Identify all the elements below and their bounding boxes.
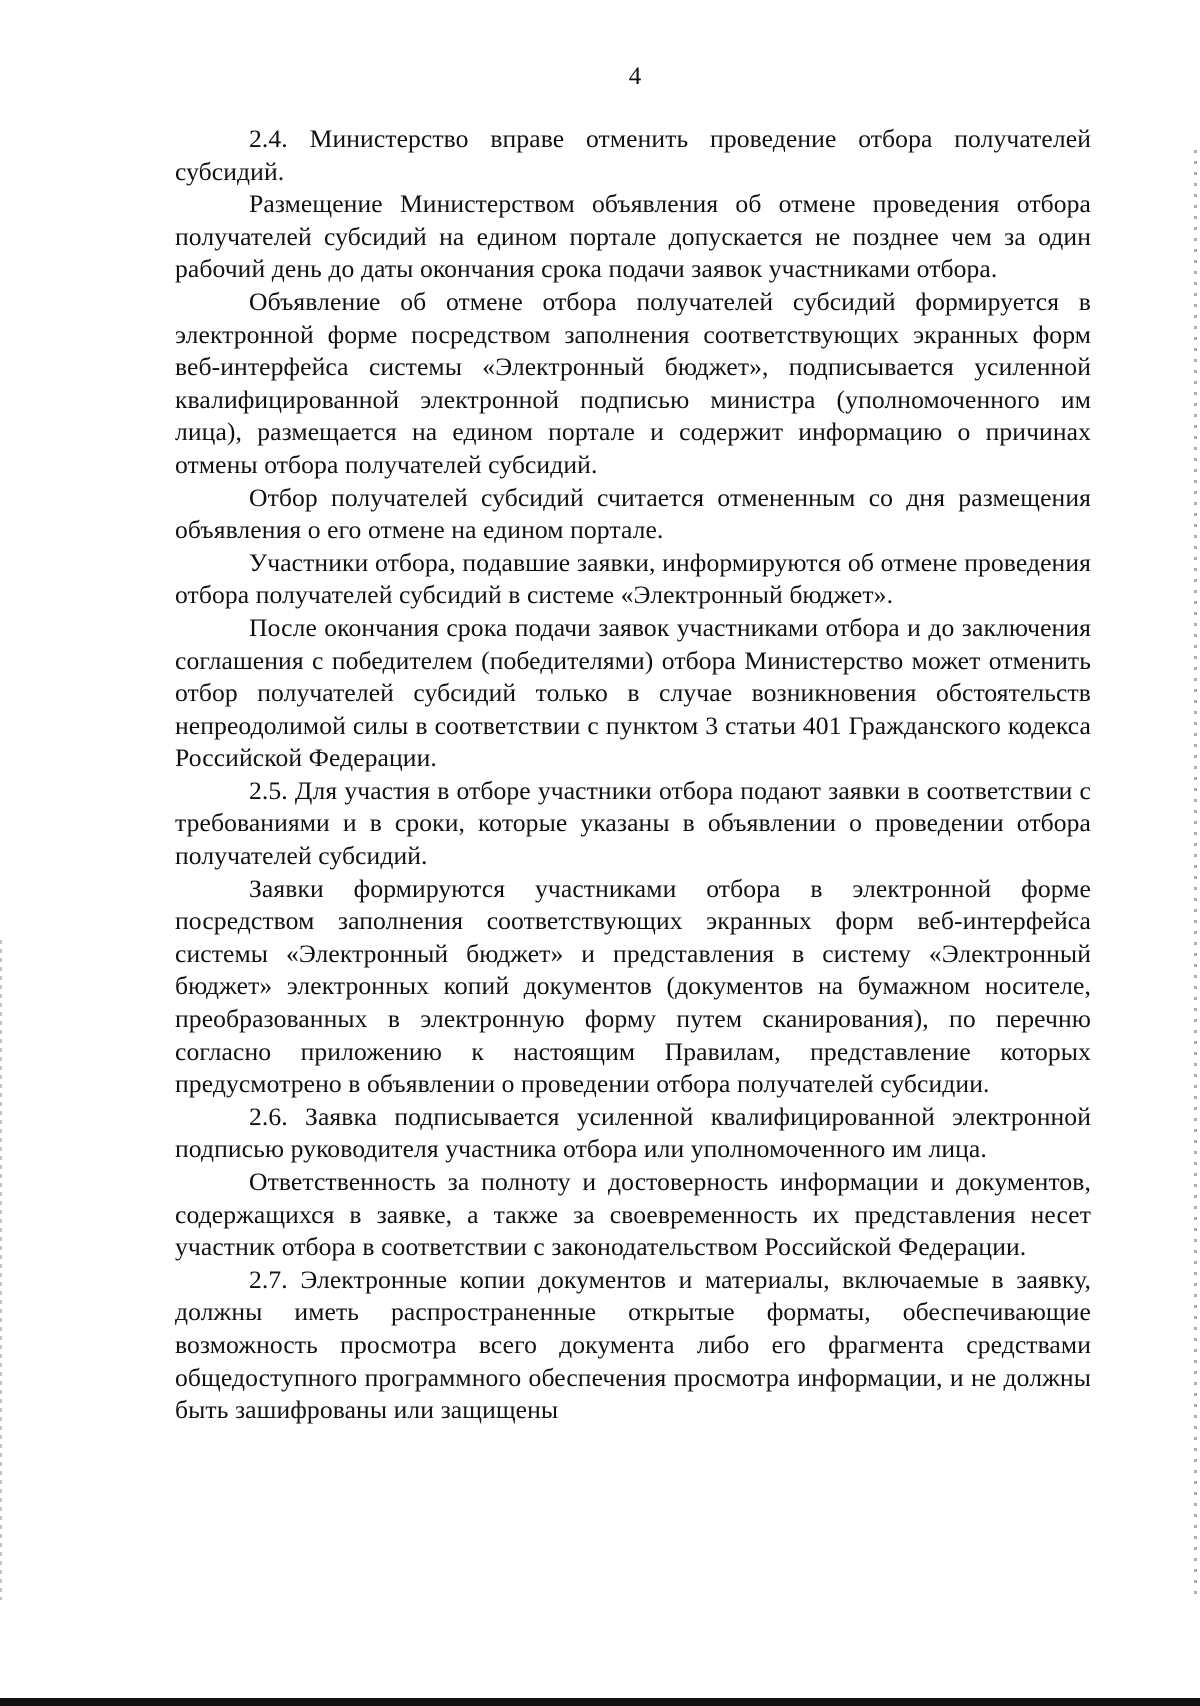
scan-right-edge — [1194, 150, 1197, 1600]
scan-bottom-edge — [0, 1698, 1200, 1706]
paragraph-2-7: 2.7. Электронные копии документов и материалы, включаемые в заявку, должны иметь распространенные открытые форматы, обеспечивающие возможность просмотра всего документа либо его фрагмента средствами общедоступного программного обеспечения просмотра информации, и не должны быть зашифрованы или защищены — [175, 1264, 1091, 1425]
paragraph-2-5: 2.5. Для участия в отборе участники отбора подают заявки в соответствии с требованиями и в сроки, которые указаны в объявлении о проведении отбора получателей субсидий. — [175, 775, 1091, 871]
paragraph-2-6: 2.6. Заявка подписывается усиленной квалифицированной электронной подписью руководителя участника отбора или уполномоченного им лица. — [175, 1101, 1091, 1164]
paragraph-announcement-form: Объявление об отмене отбора получателей субсидий формируется в электронной форме посредством заполнения соответствующих экранных форм веб-интерфейса системы «Электронный бюджет», подписывается усиленной квалифицированной электронной подписью министра (уполномоченного им лица), размещается на едином портале и содержит информацию о причинах отмены отбора получателей субсидий. — [175, 286, 1091, 479]
paragraph-force-majeure: После окончания срока подачи заявок участниками отбора и до заключения соглашения с победителем (победителями) отбора Министерство может отменить отбор получателей субсидий только в случае возникновения обстоятельств непреодолимой силы в соответствии с пунктом 3 статьи 401 Гражданского кодекса Российской Федерации. — [175, 612, 1091, 773]
paragraph-announcement-placement: Размещение Министерством объявления об отмене проведения отбора получателей субсидий на едином портале допускается не позднее чем за один рабочий день до даты окончания срока подачи заявок участниками отбора. — [175, 189, 1091, 284]
paragraph-participants-informed: Участники отбора, подавшие заявки, информируются об отмене проведения отбора получателей субсидий в системе «Электронный бюджет». — [175, 547, 1091, 610]
page-number: 4 — [628, 63, 642, 90]
paragraph-2-4: 2.4. Министерство вправе отменить проведение отбора получателей субсидий. — [175, 124, 1091, 186]
scan-left-edge — [0, 940, 2, 1600]
document-body — [175, 123, 1091, 1427]
paragraph-responsibility: Ответственность за полноту и достоверность информации и документов, содержащихся в заявке, а также за своевременность их представления несет участник отбора в соответствии с законодательством Российской Федерации. — [175, 1167, 1091, 1262]
paragraph-selection-cancelled: Отбор получателей субсидий считается отмененным со дня размещения объявления о его отмене на едином портале. — [175, 482, 1091, 545]
paragraph-applications-formed: Заявки формируются участниками отбора в электронной форме посредством заполнения соответствующих экранных форм веб-интерфейса системы «Электронный бюджет» и представления в систему «Электронный бюджет» электронных копий документов (документов на бумажном носителе, преобразованных в электронную форму путем сканирования), по перечню согласно приложению к настоящим Правилам, представление которых предусмотрено в объявлении о проведении отбора получателей субсидии. — [175, 873, 1091, 1099]
